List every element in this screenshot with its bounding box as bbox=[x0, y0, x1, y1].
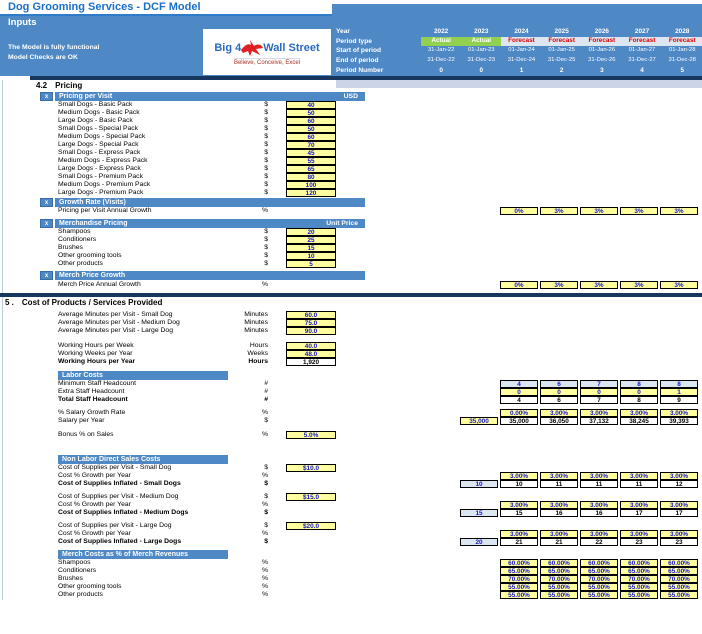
row-label: Medium Dogs - Premium Pack bbox=[58, 181, 151, 188]
input-cell[interactable]: 3.00% bbox=[620, 409, 658, 417]
unit-label: % bbox=[261, 583, 268, 590]
input-cell[interactable]: 55.00% bbox=[660, 583, 698, 591]
end-date-cell: 31-Dec-24 bbox=[507, 57, 536, 64]
input-cell[interactable]: 70.00% bbox=[660, 575, 698, 583]
row-label: Shampoos bbox=[58, 559, 91, 566]
input-cell[interactable]: 3.00% bbox=[580, 501, 618, 509]
input-cell[interactable]: 3% bbox=[540, 207, 578, 215]
value-cell: 8 bbox=[620, 396, 658, 404]
left-gridline bbox=[2, 80, 3, 600]
subsection-header bbox=[58, 455, 228, 464]
company-logo bbox=[203, 29, 331, 75]
end-date-cell: 31-Dec-23 bbox=[467, 57, 496, 64]
input-cell[interactable]: 60.00% bbox=[660, 559, 698, 567]
unit-label: Hours bbox=[249, 342, 268, 349]
feed-cell: 20 bbox=[460, 538, 498, 546]
input-cell[interactable]: 3% bbox=[580, 281, 618, 289]
period-number-cell: 0 bbox=[439, 66, 443, 74]
subsection-label: Non Labor Direct Sales Costs bbox=[62, 456, 161, 463]
input-cell[interactable]: 55.00% bbox=[660, 591, 698, 599]
toggle-x-icon[interactable]: x bbox=[40, 92, 53, 101]
row-label: Large Dogs - Premium Pack bbox=[58, 189, 144, 196]
unit-label: # bbox=[264, 380, 268, 387]
input-cell[interactable]: 0 bbox=[540, 388, 578, 396]
input-cell[interactable]: 120 bbox=[286, 189, 336, 197]
value-cell: 37,132 bbox=[580, 417, 618, 425]
input-cell[interactable]: 3.00% bbox=[540, 501, 578, 509]
start-date-cell: 01-Jan-25 bbox=[548, 47, 575, 54]
row-label: Average Minutes per Visit - Medium Dog bbox=[58, 319, 180, 326]
input-cell[interactable]: 80 bbox=[286, 173, 336, 181]
row-label: Cost of Supplies per Visit - Small Dog bbox=[58, 464, 172, 471]
input-cell[interactable]: 90.0 bbox=[286, 327, 336, 335]
row-label: Working Hours per Year bbox=[58, 358, 136, 365]
input-cell[interactable]: 65.00% bbox=[500, 567, 538, 575]
start-date-cell: 31-Jan-22 bbox=[427, 47, 455, 54]
period-number-cell: 0 bbox=[479, 66, 484, 74]
input-cell[interactable]: 60 bbox=[286, 133, 336, 141]
period-row-label: Year bbox=[336, 28, 350, 35]
workbook-title: Dog Grooming Services - DCF Model bbox=[8, 1, 201, 13]
start-date-cell: 01-Jan-26 bbox=[588, 47, 616, 54]
row-label: Bonus % on Sales bbox=[58, 431, 114, 438]
section-label: Pricing bbox=[55, 81, 83, 90]
value-cell: 22 bbox=[580, 538, 618, 546]
eagle-icon bbox=[240, 39, 264, 57]
input-cell[interactable]: 0.00% bbox=[500, 409, 538, 417]
input-cell[interactable]: 3% bbox=[540, 281, 578, 289]
title-fill-bar bbox=[332, 4, 702, 16]
input-cell[interactable]: 3.00% bbox=[540, 409, 578, 417]
feed-cell: 10 bbox=[460, 480, 498, 488]
input-cell[interactable]: 55.00% bbox=[500, 583, 538, 591]
toggle-x-icon[interactable]: x bbox=[40, 219, 53, 228]
row-label: Other products bbox=[58, 260, 103, 267]
unit-label: # bbox=[264, 388, 268, 395]
value-cell: 4 bbox=[500, 380, 538, 388]
value-cell: 7 bbox=[580, 380, 618, 388]
row-label: Cost of Supplies Inflated - Large Dogs bbox=[58, 538, 182, 545]
input-cell[interactable]: 3.00% bbox=[540, 530, 578, 538]
section-number: 4.2 bbox=[36, 81, 48, 90]
input-cell[interactable]: 55.00% bbox=[580, 591, 618, 599]
input-cell[interactable]: 60.00% bbox=[580, 559, 618, 567]
subsection-label: Merch Price Growth bbox=[59, 272, 126, 279]
input-cell[interactable]: 3.00% bbox=[500, 530, 538, 538]
unit-label: $ bbox=[264, 149, 268, 156]
row-label: Working Hours per Week bbox=[58, 342, 134, 349]
period-type-cell: Forecast bbox=[542, 37, 582, 46]
input-cell[interactable]: 3% bbox=[580, 207, 618, 215]
logo-text-left: Big 4 bbox=[214, 41, 242, 54]
value-cell: 16 bbox=[580, 509, 618, 517]
subsection-header bbox=[55, 219, 365, 228]
value-cell: 21 bbox=[540, 538, 578, 546]
row-label: Other products bbox=[58, 591, 103, 598]
input-cell[interactable]: 0 bbox=[500, 388, 538, 396]
input-cell[interactable]: 3.00% bbox=[660, 530, 698, 538]
year-cell: 2027 bbox=[634, 28, 650, 35]
header-bottom-strip bbox=[336, 80, 702, 88]
sheet-title: Inputs bbox=[8, 17, 37, 28]
row-label: Conditioners bbox=[58, 236, 97, 243]
section-divider bbox=[0, 293, 702, 297]
unit-label: $ bbox=[264, 109, 268, 116]
input-cell[interactable]: 0% bbox=[500, 281, 538, 289]
subsection-header bbox=[55, 271, 365, 280]
row-label: Conditioners bbox=[58, 567, 97, 574]
subsection-unit-label: USD bbox=[343, 93, 358, 100]
input-cell[interactable]: 3.00% bbox=[580, 530, 618, 538]
period-header-table bbox=[336, 27, 702, 76]
unit-label: $ bbox=[264, 244, 268, 251]
subsection-unit-label: Unit Price bbox=[326, 220, 358, 227]
input-cell[interactable]: 3.00% bbox=[500, 472, 538, 480]
period-type-cell: Forecast bbox=[662, 37, 702, 46]
row-label: Small Dogs - Basic Pack bbox=[58, 101, 133, 108]
input-cell[interactable]: 70.00% bbox=[500, 575, 538, 583]
row-label: Cost % Growth per Year bbox=[58, 501, 131, 508]
period-number-cell: 1 bbox=[519, 66, 524, 74]
model-checks-line: Model Checks are OK bbox=[8, 54, 78, 61]
toggle-x-icon[interactable]: x bbox=[40, 198, 53, 207]
year-cell: 2022 bbox=[433, 28, 449, 35]
unit-label: Minutes bbox=[244, 327, 268, 334]
unit-label: % bbox=[261, 559, 268, 566]
input-cell[interactable]: 3.00% bbox=[660, 472, 698, 480]
section-heading bbox=[5, 298, 162, 307]
end-date-cell: 31-Dec-28 bbox=[668, 57, 696, 64]
row-label: Brushes bbox=[58, 575, 83, 582]
row-label: Small Dogs - Special Pack bbox=[58, 125, 139, 132]
row-label: Medium Dogs - Special Pack bbox=[58, 133, 146, 140]
input-cell[interactable]: 40.0 bbox=[286, 342, 336, 350]
input-cell[interactable]: 65.00% bbox=[540, 567, 578, 575]
unit-label: $ bbox=[264, 125, 268, 132]
period-number-cell: 4 bbox=[640, 66, 644, 74]
unit-label: $ bbox=[264, 228, 268, 235]
unit-label: $ bbox=[264, 260, 268, 267]
value-cell: 9 bbox=[660, 396, 698, 404]
input-cell[interactable]: 75.0 bbox=[286, 319, 336, 327]
row-label: Merch Price Annual Growth bbox=[58, 281, 141, 288]
input-cell[interactable]: 60.0 bbox=[286, 311, 336, 319]
row-label: Pricing per Visit Annual Growth bbox=[58, 207, 152, 214]
start-date-cell: 01-Jan-24 bbox=[508, 47, 535, 54]
start-date-cell: 01-Jan-28 bbox=[668, 47, 696, 54]
input-cell[interactable]: 48.0 bbox=[286, 350, 336, 358]
unit-label: $ bbox=[264, 252, 268, 259]
value-cell: 11 bbox=[580, 480, 618, 488]
input-cell[interactable]: 55 bbox=[286, 157, 336, 165]
year-cell: 2026 bbox=[594, 28, 609, 35]
end-row bbox=[336, 56, 702, 66]
value-cell: 23 bbox=[660, 538, 698, 546]
value-cell: 38,245 bbox=[620, 417, 658, 425]
subsection-label: Growth Rate (Visits) bbox=[59, 199, 126, 206]
end-date-cell: 31-Dec-25 bbox=[547, 57, 576, 64]
row-label: Medium Dogs - Express Pack bbox=[58, 157, 148, 164]
input-cell[interactable]: 65.00% bbox=[620, 567, 658, 575]
start-date-cell: 01-Jan-23 bbox=[468, 47, 495, 54]
value-cell: 10 bbox=[500, 480, 538, 488]
unit-label: % bbox=[261, 431, 268, 438]
computed-cell: 1,920 bbox=[286, 358, 336, 366]
input-cell[interactable]: 0 bbox=[580, 388, 618, 396]
logo-text-right: Wall Street bbox=[263, 41, 320, 54]
row-label: Small Dogs - Express Pack bbox=[58, 149, 141, 156]
period-row-label: End of period bbox=[336, 57, 379, 65]
input-cell[interactable]: 60 bbox=[286, 117, 336, 125]
input-cell[interactable]: 0% bbox=[500, 207, 538, 215]
value-cell: 15 bbox=[500, 509, 538, 517]
row-label: Cost of Supplies per Visit - Medium Dog bbox=[58, 493, 179, 500]
input-cell[interactable]: 60.00% bbox=[540, 559, 578, 567]
value-cell: 8 bbox=[660, 380, 698, 388]
subsection-label: Pricing per Visit bbox=[59, 93, 113, 100]
value-cell: 36,050 bbox=[540, 417, 578, 425]
value-cell: 39,393 bbox=[660, 417, 698, 425]
input-cell[interactable]: 65.00% bbox=[660, 567, 698, 575]
unit-label: $ bbox=[264, 141, 268, 148]
input-cell[interactable]: 20 bbox=[286, 228, 336, 236]
row-label: Large Dogs - Basic Pack bbox=[58, 117, 133, 124]
unit-label: $ bbox=[264, 538, 268, 545]
section-number: 5 . bbox=[5, 298, 14, 307]
input-cell[interactable]: 65.00% bbox=[580, 567, 618, 575]
input-cell[interactable]: 65 bbox=[286, 165, 336, 173]
period-type-row bbox=[336, 37, 702, 47]
unit-label: % bbox=[261, 409, 268, 416]
unit-label: $ bbox=[264, 189, 268, 196]
input-cell[interactable]: 5 bbox=[286, 260, 336, 268]
value-cell: 21 bbox=[500, 538, 538, 546]
row-label: Brushes bbox=[58, 244, 83, 251]
input-cell[interactable]: 3% bbox=[660, 281, 698, 289]
unit-label: Minutes bbox=[244, 311, 268, 318]
row-label: Average Minutes per Visit - Small Dog bbox=[58, 311, 173, 318]
value-cell: 11 bbox=[620, 480, 658, 488]
value-cell: 7 bbox=[580, 396, 618, 404]
period-type-cell: Forecast bbox=[582, 37, 622, 46]
input-cell[interactable]: 55.00% bbox=[540, 583, 578, 591]
input-cell[interactable]: 100 bbox=[286, 181, 336, 189]
value-cell: 16 bbox=[540, 509, 578, 517]
input-cell[interactable]: 35,000 bbox=[460, 417, 498, 425]
row-label: Small Dogs - Premium Pack bbox=[58, 173, 143, 180]
value-cell: 8 bbox=[620, 380, 658, 388]
row-label: Cost of Supplies Inflated - Medium Dogs bbox=[58, 509, 189, 516]
unit-label: % bbox=[261, 281, 268, 288]
unit-label: % bbox=[261, 472, 268, 479]
value-cell: 6 bbox=[540, 396, 578, 404]
input-cell[interactable]: 15 bbox=[286, 244, 336, 252]
unit-label: % bbox=[261, 567, 268, 574]
row-label: Average Minutes per Visit - Large Dog bbox=[58, 327, 173, 334]
input-cell[interactable]: $20.0 bbox=[286, 522, 336, 530]
unit-label: Hours bbox=[248, 358, 268, 365]
period-num-row bbox=[336, 66, 702, 76]
row-label: Cost % Growth per Year bbox=[58, 472, 131, 479]
input-cell[interactable]: 10 bbox=[286, 252, 336, 260]
input-cell[interactable]: 3% bbox=[620, 281, 658, 289]
year-cell: 2028 bbox=[675, 28, 690, 35]
input-cell[interactable]: 3.00% bbox=[540, 472, 578, 480]
input-cell[interactable]: 40 bbox=[286, 101, 336, 109]
input-cell[interactable]: 55.00% bbox=[620, 583, 658, 591]
input-cell[interactable]: 3.00% bbox=[580, 472, 618, 480]
period-number-cell: 3 bbox=[600, 66, 604, 74]
period-number-cell: 2 bbox=[559, 66, 564, 74]
end-date-cell: 31-Dec-26 bbox=[588, 57, 616, 64]
year-cell: 2023 bbox=[474, 28, 489, 35]
input-cell[interactable]: 70 bbox=[286, 141, 336, 149]
input-cell[interactable]: 50 bbox=[286, 109, 336, 117]
unit-label: % bbox=[261, 501, 268, 508]
subsection-label: Merchandise Pricing bbox=[59, 220, 128, 227]
period-row-label: Start of period bbox=[336, 47, 382, 55]
year-cell: 2025 bbox=[554, 28, 569, 35]
input-cell[interactable]: 70.00% bbox=[580, 575, 618, 583]
unit-label: $ bbox=[264, 480, 268, 487]
period-type-cell: Actual bbox=[461, 37, 501, 46]
unit-label: # bbox=[264, 396, 268, 403]
unit-label: $ bbox=[264, 181, 268, 188]
unit-label: $ bbox=[264, 165, 268, 172]
unit-label: $ bbox=[264, 133, 268, 140]
value-cell: 35,000 bbox=[500, 417, 538, 425]
unit-label: $ bbox=[264, 101, 268, 108]
input-cell[interactable]: $15.0 bbox=[286, 493, 336, 501]
year-row bbox=[336, 27, 702, 37]
subsection-label: Merch Costs as % of Merch Revenues bbox=[62, 551, 189, 558]
row-label: Total Staff Headcount bbox=[58, 396, 128, 403]
period-type-cell: Actual bbox=[421, 37, 461, 46]
input-cell[interactable]: 3% bbox=[660, 207, 698, 215]
unit-label: % bbox=[261, 207, 268, 214]
unit-label: $ bbox=[264, 117, 268, 124]
row-label: Medium Dogs - Basic Pack bbox=[58, 109, 140, 116]
section-divider bbox=[30, 76, 702, 80]
input-cell[interactable]: 3.00% bbox=[660, 409, 698, 417]
unit-label: $ bbox=[264, 509, 268, 516]
value-cell: 23 bbox=[620, 538, 658, 546]
value-cell: 11 bbox=[540, 480, 578, 488]
unit-label: $ bbox=[264, 236, 268, 243]
input-cell[interactable]: 50 bbox=[286, 125, 336, 133]
subsection-header bbox=[55, 92, 365, 101]
period-row-label: Period type bbox=[336, 37, 372, 45]
year-cell: 2024 bbox=[514, 28, 529, 35]
unit-label: $ bbox=[264, 173, 268, 180]
input-cell[interactable]: 0 bbox=[620, 388, 658, 396]
input-cell[interactable]: 60.00% bbox=[500, 559, 538, 567]
period-type-cell: Forecast bbox=[501, 37, 541, 46]
period-number-cell: 5 bbox=[680, 66, 684, 74]
input-cell[interactable]: 3.00% bbox=[500, 501, 538, 509]
input-cell[interactable]: 55.00% bbox=[540, 591, 578, 599]
unit-label: Weeks bbox=[247, 350, 268, 357]
input-cell[interactable]: 55.00% bbox=[500, 591, 538, 599]
row-label: Other grooming tools bbox=[58, 583, 122, 590]
input-cell[interactable]: 3.00% bbox=[580, 409, 618, 417]
unit-label: $ bbox=[264, 522, 268, 529]
row-label: % Salary Growth Rate bbox=[58, 409, 126, 416]
unit-label: % bbox=[261, 575, 268, 582]
value-cell: 17 bbox=[660, 509, 698, 517]
unit-label: $ bbox=[264, 493, 268, 500]
unit-label: % bbox=[261, 591, 268, 598]
input-cell[interactable]: 70.00% bbox=[620, 575, 658, 583]
row-label: Cost of Supplies Inflated - Small Dogs bbox=[58, 480, 181, 487]
row-label: Cost % Growth per Year bbox=[58, 530, 131, 537]
unit-label: Minutes bbox=[244, 319, 268, 326]
input-cell[interactable]: 45 bbox=[286, 149, 336, 157]
start-date-cell: 01-Jan-27 bbox=[628, 47, 656, 54]
value-cell: 6 bbox=[540, 380, 578, 388]
input-cell[interactable]: 55.00% bbox=[620, 591, 658, 599]
end-date-cell: 31-Dec-22 bbox=[427, 57, 455, 64]
input-cell[interactable]: 25 bbox=[286, 236, 336, 244]
input-cell[interactable]: $10.0 bbox=[286, 464, 336, 472]
input-cell[interactable]: 3.00% bbox=[660, 501, 698, 509]
subsection-label: Labor Costs bbox=[62, 372, 103, 379]
start-row bbox=[336, 46, 702, 56]
toggle-x-icon[interactable]: x bbox=[40, 271, 53, 280]
input-cell[interactable]: 55.00% bbox=[580, 583, 618, 591]
input-cell[interactable]: 70.00% bbox=[540, 575, 578, 583]
section-label: Cost of Products / Services Provided bbox=[21, 298, 163, 307]
unit-label: $ bbox=[264, 417, 268, 424]
input-cell[interactable]: 3% bbox=[620, 207, 658, 215]
period-type-cell: Forecast bbox=[622, 37, 662, 46]
section-heading bbox=[36, 81, 82, 90]
row-label: Large Dogs - Express Pack bbox=[58, 165, 141, 172]
input-cell[interactable]: 1 bbox=[660, 388, 698, 396]
end-date-cell: 31-Dec-27 bbox=[628, 57, 656, 64]
row-label: Large Dogs - Special Pack bbox=[58, 141, 139, 148]
period-row-label: Period Number bbox=[336, 66, 384, 74]
row-label: Cost of Supplies per Visit - Large Dog bbox=[58, 522, 172, 529]
input-cell[interactable]: 60.00% bbox=[620, 559, 658, 567]
value-cell: 17 bbox=[620, 509, 658, 517]
input-cell[interactable]: 5.0% bbox=[286, 431, 336, 439]
model-status-line: The Model is fully functional bbox=[8, 44, 100, 51]
input-cell[interactable]: 3.00% bbox=[620, 501, 658, 509]
feed-cell: 15 bbox=[460, 509, 498, 517]
logo-tagline: Believe, Conceive, Excel bbox=[233, 59, 301, 66]
value-cell: 12 bbox=[660, 480, 698, 488]
row-label: Extra Staff Headcount bbox=[58, 388, 125, 395]
value-cell: 4 bbox=[500, 396, 538, 404]
subsection-header bbox=[58, 371, 228, 380]
input-cell[interactable]: 3.00% bbox=[620, 472, 658, 480]
row-label: Working Weeks per Year bbox=[58, 350, 133, 357]
unit-label: $ bbox=[264, 157, 268, 164]
row-label: Shampoos bbox=[58, 228, 91, 235]
input-cell[interactable]: 3.00% bbox=[620, 530, 658, 538]
row-label: Minimum Staff Headcount bbox=[58, 380, 137, 387]
unit-label: % bbox=[261, 530, 268, 537]
subsection-header bbox=[58, 550, 228, 559]
unit-label: $ bbox=[264, 464, 268, 471]
subsection-header bbox=[55, 198, 365, 207]
row-label: Salary per Year bbox=[58, 417, 105, 424]
row-label: Other grooming tools bbox=[58, 252, 122, 259]
